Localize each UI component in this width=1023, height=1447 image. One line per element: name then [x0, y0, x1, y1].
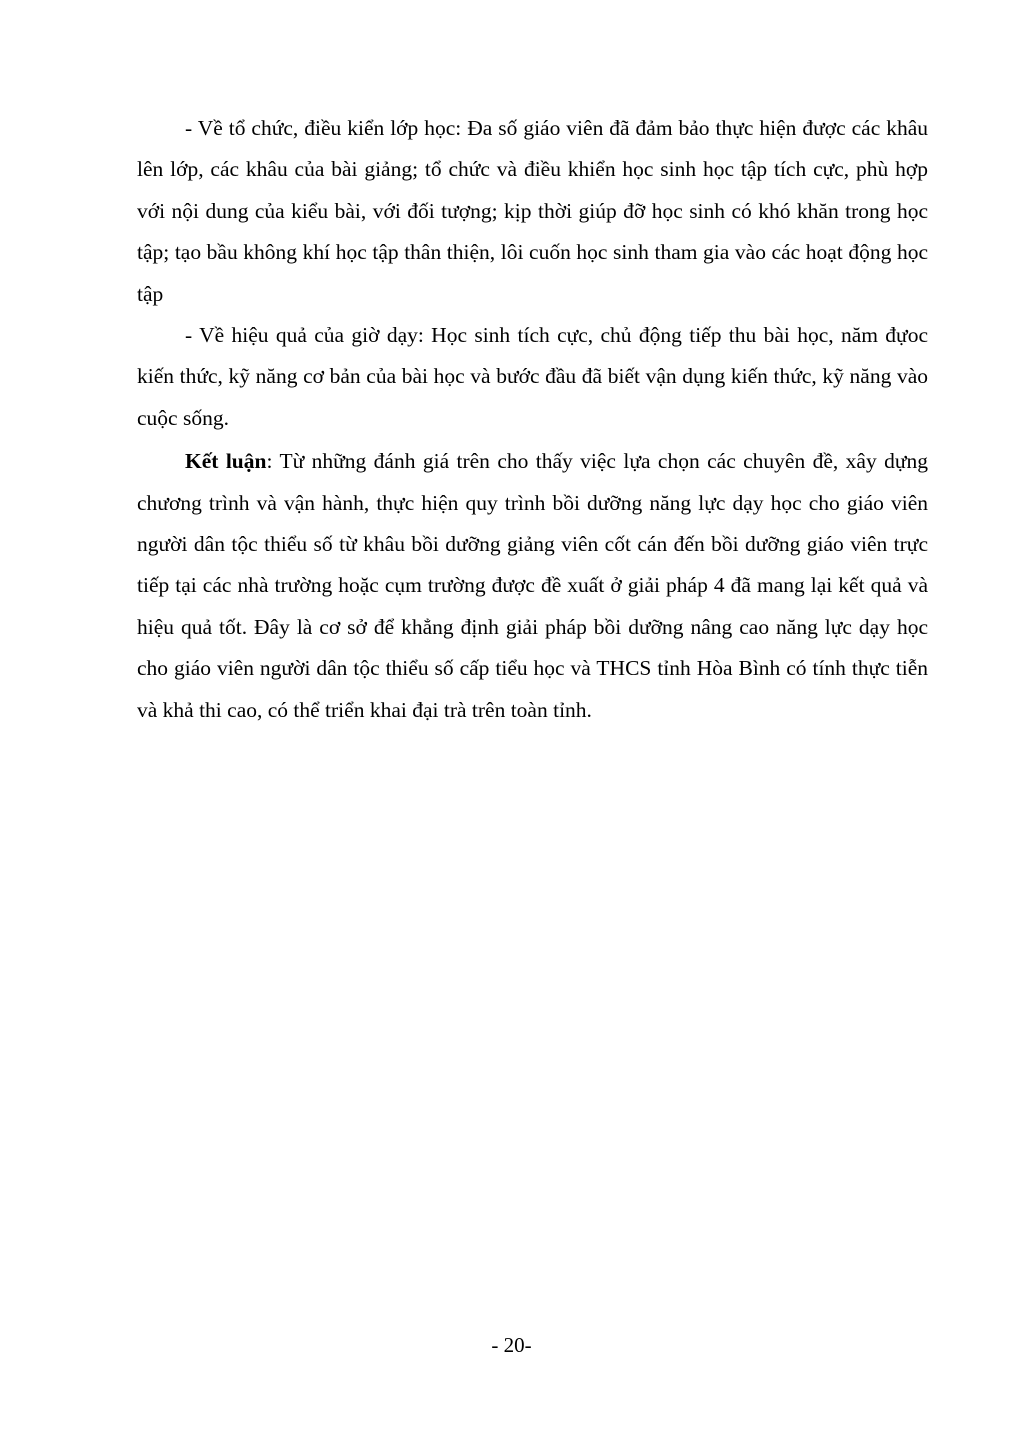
paragraph-conclusion: [137, 441, 928, 731]
paragraph-organization-text: - Về tổ chức, điều kiển lớp học: Đa số giáo viên đã đảm bảo thực hiện được các khâu lên lớp, các khâu của bài giảng; tổ chức và điều khiển học sinh học tập tích cực, phù hợp với nội dung của kiểu bài, với đối tượng; kịp thời giúp đỡ học sinh có khó khăn trong học tập; tạo bầu không khí học tập thân thiện, lôi cuốn học sinh tham gia vào các hoạt động học tập: [137, 116, 928, 306]
paragraph-effectiveness: [137, 315, 928, 439]
page-number: - 20-: [491, 1333, 532, 1357]
body-text: [137, 108, 928, 731]
paragraph-conclusion-text: : Từ những đánh giá trên cho thấy việc lựa chọn các chuyên đề, xây dựng chương trình và vận hành, thực hiện quy trình bồi dưỡng năng lực dạy học cho giáo viên người dân tộc thiểu số từ khâu bồi dưỡng giảng viên cốt cán đến bồi dưỡng giáo viên trực tiếp tại các nhà trường hoặc cụm trường được đề xuất ở giải pháp 4 đã mang lại kết quả và hiệu quả tốt. Đây là cơ sở để khẳng định giải pháp bồi dưỡng nâng cao năng lực dạy học cho giáo viên người dân tộc thiểu số cấp tiểu học và THCS tỉnh Hòa Bình có tính thực tiễn và khả thi cao, có thể triển khai đại trà trên toàn tỉnh.: [137, 449, 928, 722]
paragraph-effectiveness-text: - Về hiệu quả của giờ dạy: Học sinh tích cực, chủ động tiếp thu bài học, năm đựoc kiến thức, kỹ năng cơ bản của bài học và bước đầu đã biết vận dụng kiến thức, kỹ năng vào cuộc sống.: [137, 323, 928, 430]
conclusion-label: Kết luận: [185, 449, 267, 474]
paragraph-organization: [137, 108, 928, 315]
